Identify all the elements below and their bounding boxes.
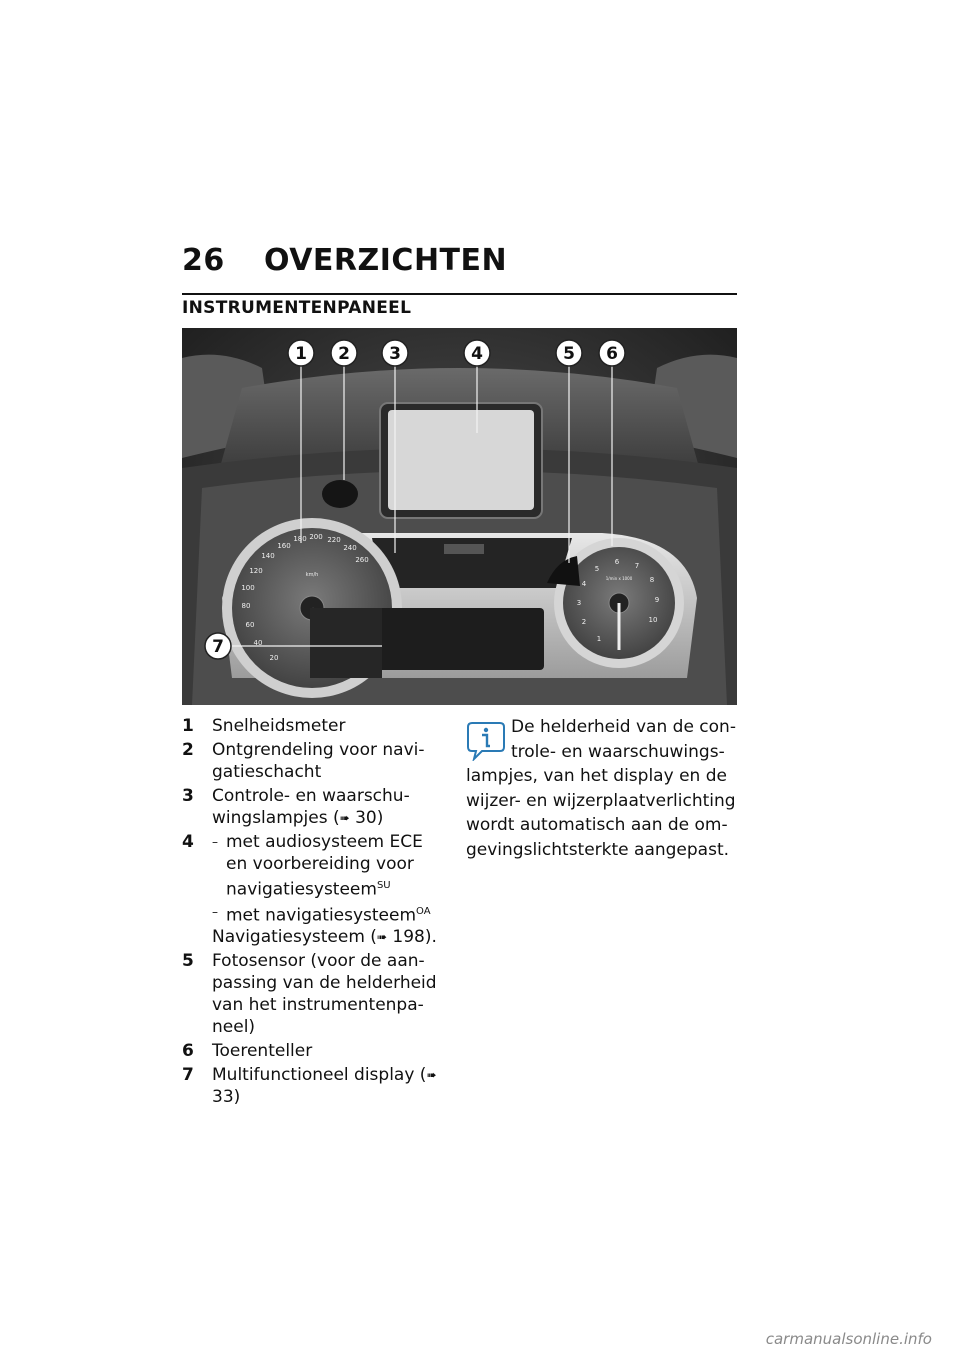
svg-text:5: 5 [563,344,575,364]
page-ref-arrow-icon: ➠ [426,1068,437,1083]
tach-tick: 1 [596,635,602,643]
speed-tick: 40 [253,639,263,647]
speed-tick: 220 [327,536,341,544]
speed-tick: 240 [343,544,357,552]
callout-7 [205,633,231,659]
legend-item-2: 2 Ontgrendeling voor navi-gatieschacht [182,740,425,782]
tach-unit: 1/min x 1000 [605,576,633,581]
tach-tick: 7 [634,562,640,570]
svg-text:7: 7 [212,637,224,657]
svg-text:1: 1 [295,344,307,364]
legend-item-5: 5 Fotosensor (voor de aan-passing van de helderheid van het instrumentenpa-neel) [182,951,437,1038]
svg-text:6: 6 [606,344,618,364]
legend-list [182,715,444,1110]
page-ref-arrow-icon: ➠ [376,930,387,945]
callout-3 [382,340,408,366]
speed-tick: 60 [245,621,255,629]
callout-6 [599,340,625,366]
speed-tick: 140 [261,552,275,560]
callout-2 [331,340,357,366]
tach-tick: 5 [594,565,600,573]
tach-tick: 10 [648,616,658,624]
svg-text:2: 2 [338,344,350,364]
instrument-panel-illustration [182,328,737,705]
page-ref-link[interactable]: 30 [355,808,377,828]
chapter-title: OVERZICHTEN [264,243,508,278]
note-text-first: De helderheid van de con-trole- en waarschuwings- [511,717,736,762]
tach-tick: 6 [614,558,620,566]
instrument-panel-figure [182,328,737,705]
speed-tick: 80 [241,602,251,610]
legend-item-4: 4 – met audiosysteem ECE en voorbereiding voor navigatiesysteem$^{SU}$ – met navigatiesysteem$^{OA}$ Navigatiesysteem (➠ 198). [182,831,444,948]
header-rule [182,293,737,295]
legend-item-3: 3 Controle- en waarschu-wingslampjes (➠ 30) [182,786,410,828]
legend-sub-item: – met audiosysteem ECE en voorbereiding voor navigatiesysteem$^{SU}$ [212,831,444,901]
callout-1 [288,340,314,366]
speed-tick: 180 [293,535,307,543]
speed-tick: 100 [241,584,255,592]
watermark: carmanualsonline.info [765,1330,932,1348]
callout-4 [464,340,490,366]
tach-tick: 4 [581,580,587,588]
svg-text:3: 3 [389,344,401,364]
section-title: INSTRUMENTENPANEEL [182,298,412,318]
tach-tick: 3 [576,599,582,607]
note-text: lampjes, van het display en de wijzer- en wijzerplaatverlichting wordt automatisch aan de om-gevingslichtsterkte aangepast. [466,766,736,860]
info-note [466,715,738,862]
speed-unit: km/h [305,572,319,578]
speed-tick: 160 [277,542,291,550]
callout-5 [556,340,582,366]
page-number: 26 [182,243,225,278]
page-ref-link[interactable]: 33 [212,1087,234,1108]
speed-tick: 200 [309,533,323,541]
legend-sub-item: – met navigatiesysteem$^{OA}$ [212,901,444,927]
speed-tick: 120 [249,567,263,575]
legend-item-1: 1 Snelheidsmeter [182,716,346,736]
page-ref-link[interactable]: 198 [392,927,425,948]
tach-tick: 8 [649,576,655,584]
page-ref-arrow-icon: ➠ [339,811,350,825]
speed-tick: 260 [355,556,369,564]
tach-tick: 9 [654,596,660,604]
info-icon [466,719,506,761]
svg-text:4: 4 [471,344,483,364]
tach-tick: 2 [581,618,587,626]
legend-item-7: 7 Multifunctioneel display (➠ 33) [182,1065,437,1108]
speed-tick: 20 [269,654,279,662]
legend-item-6: 6 Toerenteller [182,1041,313,1062]
